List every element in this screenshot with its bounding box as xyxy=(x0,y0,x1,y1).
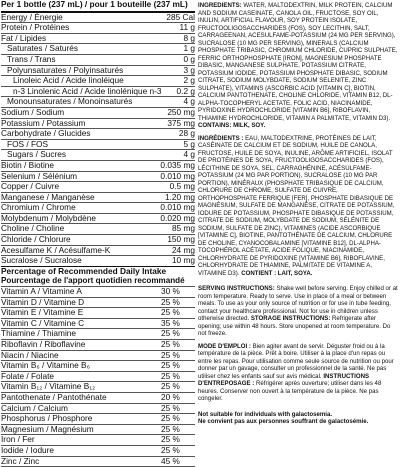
nutrient-row: Saturates / Saturés 1 g xyxy=(1,44,195,55)
nutrient-row: Sodium / Sodium 250 mg xyxy=(1,107,195,117)
daily-row: Thiamine / Thiamine 25 % xyxy=(1,329,195,340)
ingredients-fr-text: EAU, MALTODEXTRINE, PROTÉINES DE LAIT, CASÉINATE DE CALCIUM ET DE SODIUM, HUILE DE CANOLA, FRUCTOSE, HUILE DE SOYA, INULINE, ARÔME ARTIFICIEL, ISOLAT DE PROTÉINES DE SOYA, FRUCTOOLIGOSACCHARIDES (FOS), LÉCITHINE DE SOYA, SEL, CARRAGHÉNINE, ACÉSULFAME-POTASSIUM (24 MG PAR PORTION), SUCRALOSE (10 MG PAR PORTION), MINÉRAUX (PHOSPHATE TRIBASIQUE DE CALCIUM, CHLORURE DE CHROME, SULFATE DE CUIVRE, ORTHOPHOSPHATE FERRIQUE [FER], PHOSPHATE DIBASIQUE DE MAGNÉSIUM, SULFATE DE MANGANÈSE, CITRATE DE POTASSIUM, IODURE DE POTASSIUM, PHOSPHATE DIBASIQUE DE POTASSIUM, CITRATE DE SODIUM, MOLYBDATE DE SODIUM, SÉLÉNITE DE SODIUM, SULFATE DE ZINC), VITAMINES (ACIDE ASCORBIQUE [VITAMINE C], BIOTINE, PANTOTHÉNATE DE CALCIUM, CHLORURE DE CHOLINE, CYANOCOBALAMINE [VITAMINE B12], DL-ALPHA-TOCOPHÉROL ACÉTATE, ACIDE FOLIQUE, NIACINAMIDE, CHLORHYDRATE DE PYRIDOXINE [VITAMINE B6], RIBOFLAVINE, CHLORHYDRATE DE THIAMINE, PALMITATE DE VITAMINE A, VITAMINE D3). xyxy=(198,134,395,277)
storage-en-key: STORAGE INSTRUCTIONS: xyxy=(250,315,331,322)
nutrition-facts-panel xyxy=(1,0,195,466)
storage-fr-key: INSTRUCTIONS D'ENTREPOSAGE : xyxy=(198,372,370,387)
serving-fr-key: MODE D'EMPLOI : xyxy=(198,342,251,350)
nutrient-row: Sucralose / Sucralose 10 mg xyxy=(1,256,195,266)
daily-row: Folate / Folate 25 % xyxy=(1,372,195,383)
nutrient-row: n-3 Linolenic Acid / Acide linolénique n-3 0.2 g xyxy=(1,87,195,98)
daily-row: Vitamin E / Vitamine E 25 % xyxy=(1,308,195,319)
daily-row: Vitamin B₁₂ / Vitamine B₁₂ 25 % xyxy=(1,382,195,393)
allergens-fr: CONTIENT : LAIT, SOYA. xyxy=(241,269,313,277)
warning-fr: Ne convient pas aux personnes souffrant de galactosémie. xyxy=(198,418,369,425)
storage-en-text: Refrigerate after opening; use within 48 hours. Store unopened at room temperature. Do not freeze. xyxy=(198,315,391,337)
serving-en-key: SERVING INSTRUCTIONS: xyxy=(198,285,275,292)
serving-fr-text: Bien agiter avant de servir. Déguster froid ou à la température de la pièce. Prêt à boire. Utiliser à la place d'un repas ou entre les repas. Pour utilisation comme seule source de nutrition ou pour donner par un gavage, consulter un professionnel de la santé. Ne pas utiliser chez les enfants sauf sur avis médical. xyxy=(198,342,394,380)
serving-en-text: Shake well before serving. Enjoy chilled or at room temperature. Ready to serve. Use in place of a meal or between meals. To use as your only source of nutrition or for use in tube feeding, contact your healthcare professional. Not for use in children unless otherwise directed. xyxy=(198,285,398,322)
label-text-panel xyxy=(198,2,398,425)
nutrient-row: Chloride / Chlorure 150 mg xyxy=(1,235,195,245)
daily-row: Vitamin A / Vitamine A 30 % xyxy=(1,287,195,298)
nutrient-row: Linoleic Acid / Acide linoléique 2 g xyxy=(1,76,195,87)
ingredients-en xyxy=(198,2,398,130)
daily-row: Calcium / Calcium 25 % xyxy=(1,404,195,415)
nutrient-row: FOS / FOS 5 g xyxy=(1,140,195,151)
warning-en: Not suitable for individuals with galactosemia. xyxy=(198,410,333,418)
nutrient-row: Copper / Cuivre 0.5 mg xyxy=(1,182,195,192)
allergens-en: CONTAINS: MILK, SOY. xyxy=(198,122,266,129)
nutrient-row: Manganese / Manganèse 1.20 mg xyxy=(1,192,195,202)
nutrient-row: Polyunsaturates / Polyinsaturés 3 g xyxy=(1,66,195,77)
daily-intake-title-fr: Pourcentage de l'apport quotidien recommandé xyxy=(1,276,195,287)
nutrient-row: Monounsaturates / Monoinsaturés 4 g xyxy=(1,97,195,108)
nutrient-row: Chromium / Chrome 0.010 mg xyxy=(1,203,195,213)
nutrient-row: Biotin / Biotine 0.035 mg xyxy=(1,160,195,170)
ingredients-fr xyxy=(198,135,398,278)
daily-row: Magnesium / Magnésium 25 % xyxy=(1,425,195,436)
ingredients-en-key: INGREDIENTS: xyxy=(198,2,242,9)
nutrient-row: Protein / Protéines 11 g xyxy=(1,23,195,33)
daily-row: Phosphorus / Phosphore 25 % xyxy=(1,414,195,425)
nutrient-row: Carbohydrate / Glucides 28 g xyxy=(1,129,195,139)
daily-intake-title-en: Percentage of Recommended Daily Intake xyxy=(1,265,167,276)
daily-row: Vitamin C / Vitamine C 35 % xyxy=(1,319,195,330)
nutrient-row: Energy / Énergie 285 Cal xyxy=(1,12,195,22)
storage-fr-text: Réfrigérer après ouverture; utiliser dans les 48 heures. Conserver non ouvert à la température de la pièce. Ne pas congeler. xyxy=(198,380,382,402)
ingredients-en-text: WATER, MALTODEXTRIN, MILK PROTEIN, CALCIUM AND SODIUM CASEINATE, CANOLA OIL, FRUCTOSE, SOY OIL, INULIN, ARTIFICIAL FLAVOUR, SOY PROTEIN ISOLATE, FRUCTOOLIGOSACCHARIDES (FOS), SOY LECITHIN, SALT, CARRAGEENAN, ACESULFAME-POTASSIUM (24 MG PER SERVING), SUCRALOSE (10 MG PER SERVING), MINERALS (CALCIUM PHOSPHATE TRIBASIC, CHROMIUM CHLORIDE, CUPRIC SULPHATE, FERRIC ORTHOPHOSPHATE [IRON], MAGNESIUM PHOSPHATE DIBASIC, MANGANESE SULPHATE, POTASSIUM CITRATE, POTASSIUM IODIDE, POTASSIUM PHOSPHATE DIBASIC, SODIUM CITRATE, SODIUM MOLYBDATE, SODIUM SELENITE, ZINC SULPHATE), VITAMINS (ASCORBIC ACID [VITAMIN C], BIOTIN, CALCIUM PANTOTHENATE, CHOLINE CHLORIDE, VITAMIN B12, DL-ALPHA-TOCOPHERYL ACETATE, FOLIC ACID, NIACINAMIDE, PYRIDOXINE HYDROCHLORIDE [VITAMIN B6], RIBOFLAVIN, THIAMINE HYDROCHLORIDE, VITAMIN A PALMITATE, VITAMIN D3). xyxy=(198,2,398,122)
daily-row: Pantothenate / Pantothénate 20 % xyxy=(1,393,195,404)
nutrition-header: Per 1 bottle (237 mL) / pour 1 bouteille (237 mL) xyxy=(1,0,195,13)
nutrient-row: Selenium / Sélénium 0.010 mg xyxy=(1,171,195,181)
instructions-en xyxy=(198,285,398,338)
daily-row: Zinc / Zinc 45 % xyxy=(1,457,195,467)
nutrient-row: Potassium / Potassium 375 mg xyxy=(1,118,195,128)
nutrient-row: Choline / Choline 85 mg xyxy=(1,224,195,234)
ingredients-fr-key: INGRÉDIENTS : xyxy=(198,134,244,142)
nutrient-row: Molybdenum / Molybdène 0.020 mg xyxy=(1,213,195,223)
daily-row: Niacin / Niacine 25 % xyxy=(1,351,195,362)
nutrient-row: Sugars / Sucres 4 g xyxy=(1,150,195,161)
nutrient-row: Trans / Trans 0 g xyxy=(1,55,195,66)
daily-row: Iron / Fer 25 % xyxy=(1,435,195,446)
nutrient-row: Fat / Lipides 8 g xyxy=(1,33,195,43)
daily-row: Vitamin D / Vitamine D 25 % xyxy=(1,298,195,309)
instructions-fr xyxy=(198,343,398,403)
daily-row: Iodide / Iodure 25 % xyxy=(1,446,195,457)
daily-row: Riboflavin / Riboflavine 25 % xyxy=(1,340,195,351)
daily-row: Vitamin B₆ / Vitamine B₆ 25 % xyxy=(1,361,195,372)
nutrient-row: Acesulfame K / Acésulfame-K 24 mg xyxy=(1,245,195,255)
